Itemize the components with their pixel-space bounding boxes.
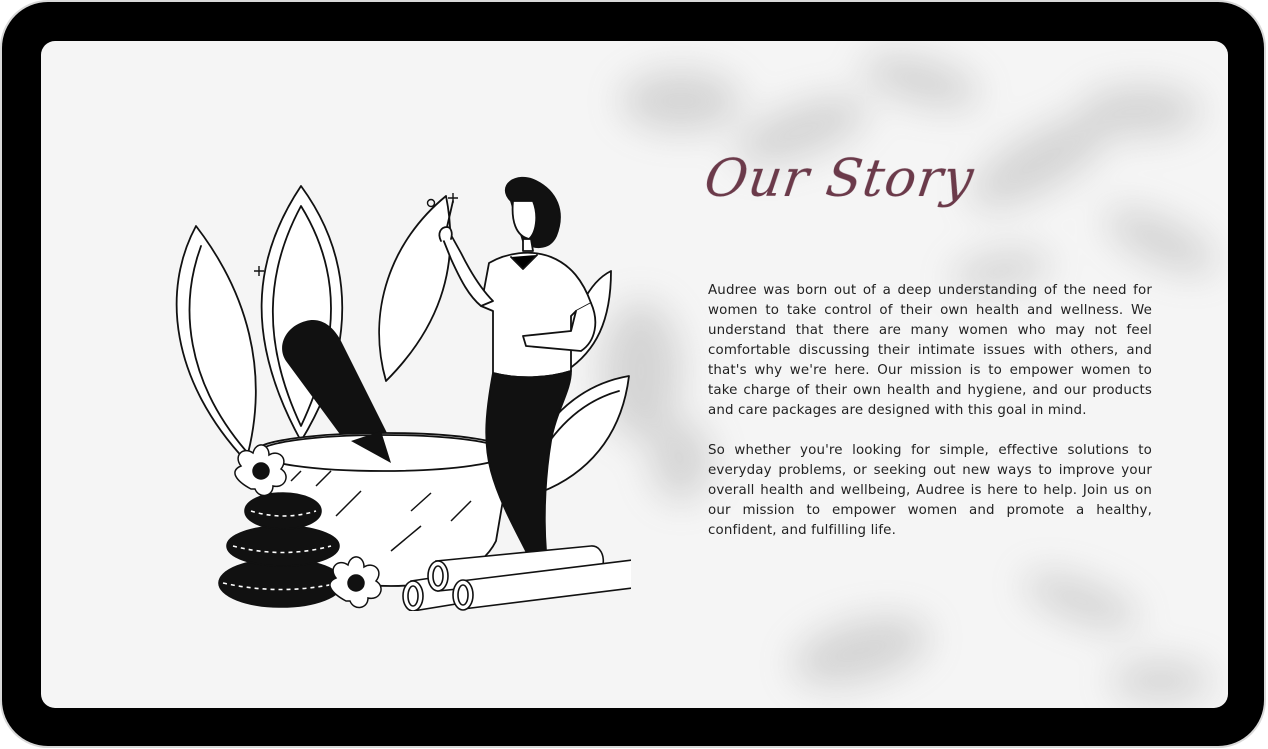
story-paragraph: So whether you're looking for simple, effective solutions to everyday problems, or seeking out new ways to improve your overall health and wellbeing, Audree is here to help. Join us on our mission to empower women and promote a healthy, confident, and fulfilling life. <box>708 443 1152 538</box>
spa-illustration-icon <box>151 141 631 611</box>
story-paragraph: Audree was born out of a deep understanding of the need for women to take control of their own health and wellness. We understand that there are many women who may not feel comfortable discussing their intimate issues with others, and that's why we're here. Our mission is to empower women to take charge of their own health and hygiene, and our products and care packages are designed with this goal in mind. <box>708 283 1152 418</box>
tablet-frame <box>2 2 1264 746</box>
story-body <box>708 281 1152 561</box>
page-title: Our Story <box>700 149 978 209</box>
screen <box>41 41 1228 708</box>
